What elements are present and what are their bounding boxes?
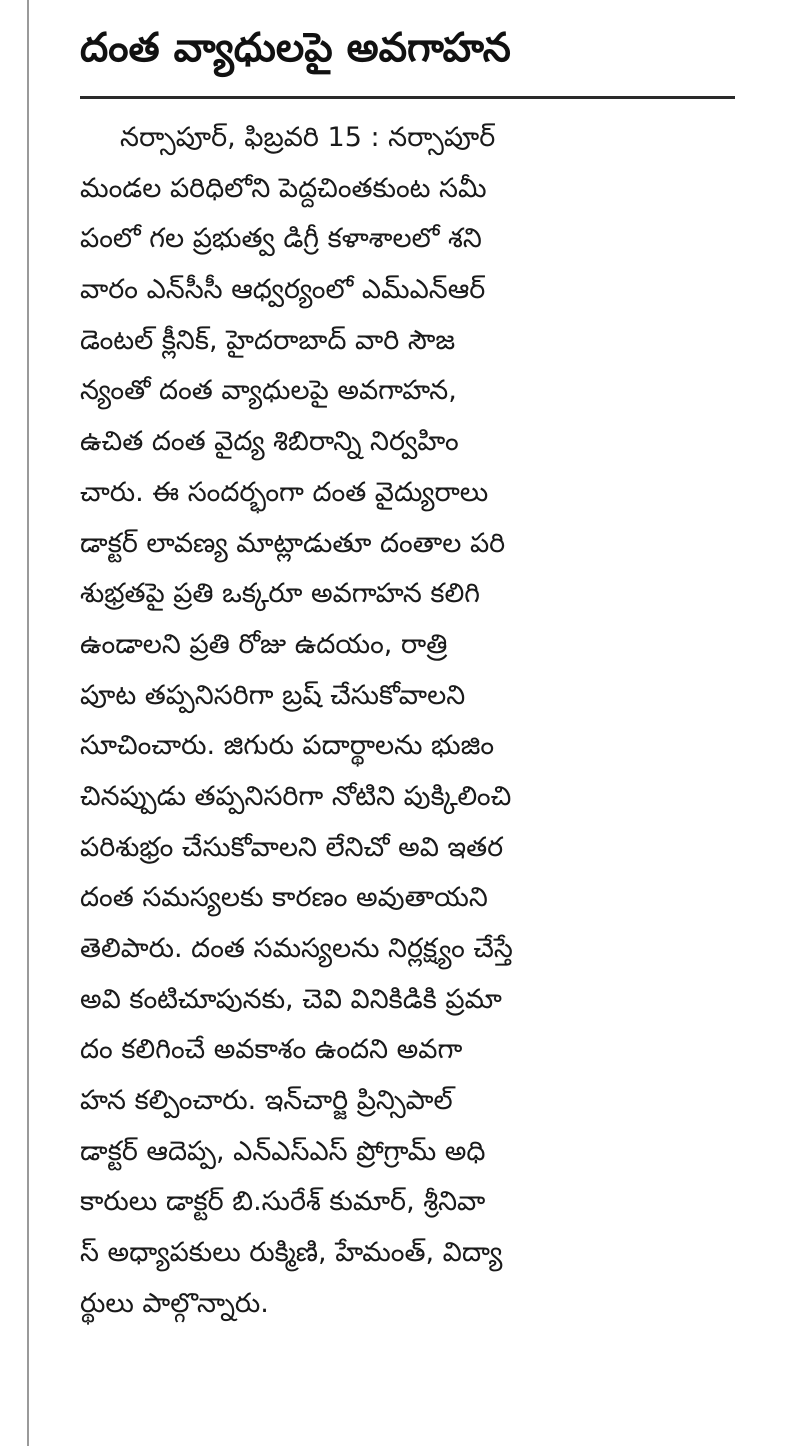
article-line: డాక్టర్ ఆదెప్ప, ఎన్ఎస్ఎస్ ప్రోగ్రామ్ అధి: [80, 1135, 486, 1167]
headline-rule: [80, 96, 735, 99]
article-line: దం కలిగించే అవకాశం ఉందని అవగా: [80, 1034, 463, 1066]
article-body: [80, 113, 740, 1330]
article-line: కారులు డాక్టర్ బి.సురేశ్ కుమార్, శ్రీనివా: [80, 1186, 486, 1218]
article-line: చారు. ఈ సందర్భంగా దంత వైద్యురాలు: [80, 476, 489, 508]
article-line: పరిశుభ్రం చేసుకోవాలని లేనిచో అవి ఇతర: [80, 831, 504, 863]
article-line: వారం ఎన్‌సీసీ ఆధ్వర్యంలో ఎమ్ఎన్ఆర్: [80, 274, 486, 306]
article-line: డెంటల్ క్లీనిక్, హైదరాబాద్ వారి సౌజ: [80, 324, 456, 356]
article-line: ఉండాలని ప్రతి రోజు ఉదయం, రాత్రి: [80, 628, 448, 660]
article-line: మండల పరిధిలోని పెద్దచింతకుంట సమీ: [80, 172, 487, 204]
article-line: సూచించారు. జిగురు పదార్థాలను భుజిం: [80, 730, 495, 762]
article-line: శుభ్రతపై ప్రతి ఒక్కరూ అవగాహన కలిగి: [80, 578, 481, 610]
article-line: చినప్పుడు తప్పనిసరిగా నోటిని పుక్కిలించి: [80, 780, 512, 812]
article-line: పూట తప్పనిసరిగా బ్రష్ చేసుకోవాలని: [80, 679, 466, 711]
news-article: [80, 0, 740, 1330]
article-headline: దంత వ్యాధులపై అవగాహన: [80, 25, 511, 71]
column-divider: [27, 0, 29, 1446]
article-line: అవి కంటిచూపునకు, చెవి వినికిడికి ప్రమా: [80, 983, 502, 1015]
article-line: నర్సాపూర్, ఫిబ్రవరి 15 : నర్సాపూర్: [120, 122, 496, 153]
article-line: డాక్టర్ లావణ్య మాట్లాడుతూ దంతాల పరి: [80, 527, 506, 559]
article-line: ర్థులు పాల్గొన్నారు.: [80, 1287, 269, 1319]
article-line: స్ అధ్యాపకులు రుక్మిణి, హేమంత్, విద్యా: [80, 1237, 503, 1269]
article-line: పంలో గల ప్రభుత్వ డిగ్రీ కళాశాలలో శని: [80, 223, 482, 255]
article-line: ఉచిత దంత వైద్య శిబిరాన్ని నిర్వహిం: [80, 426, 459, 458]
article-line: దంత సమస్యలకు కారణం అవుతాయని: [80, 882, 488, 914]
article-line: తెలిపారు. దంత సమస్యలను నిర్లక్ష్యం చేస్తే: [80, 933, 513, 964]
article-line: హన కల్పించారు. ఇన్‌చార్జి ప్రిన్సిపాల్: [80, 1085, 453, 1117]
article-line: న్యంతో దంత వ్యాధులపై అవగాహన,: [80, 375, 457, 407]
